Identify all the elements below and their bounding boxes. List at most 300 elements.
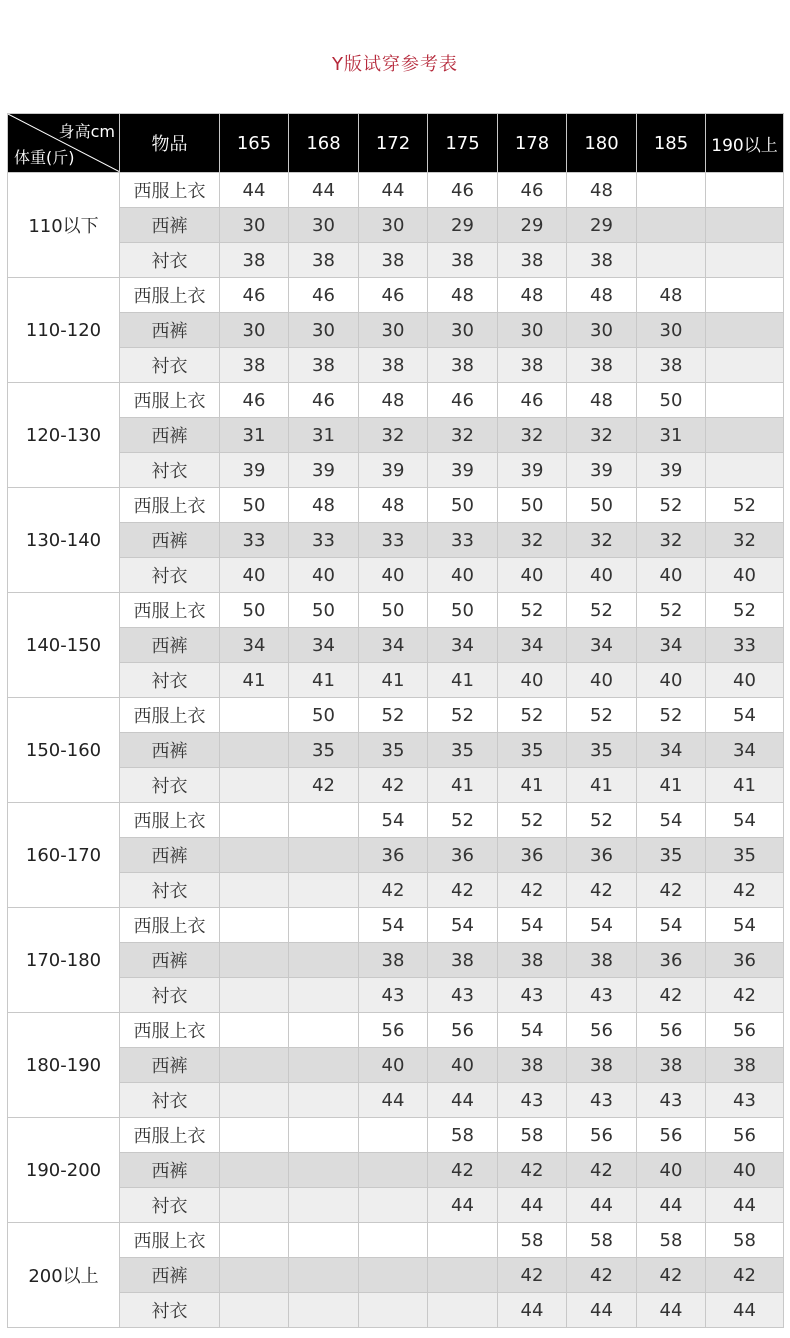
size-value-cell: 41 xyxy=(289,663,359,698)
size-value-cell: 38 xyxy=(220,243,289,278)
size-value-cell: 34 xyxy=(637,733,706,768)
table-row xyxy=(8,1153,784,1188)
size-value-cell: 36 xyxy=(567,838,637,873)
item-cell: 衬衣 xyxy=(120,243,220,278)
size-value-cell xyxy=(706,418,784,453)
table-row xyxy=(8,1083,784,1118)
size-value-cell xyxy=(289,1223,359,1258)
size-value-cell: 48 xyxy=(567,278,637,313)
size-value-cell: 29 xyxy=(428,208,498,243)
size-value-cell xyxy=(706,313,784,348)
size-value-cell: 54 xyxy=(706,698,784,733)
size-value-cell: 44 xyxy=(289,173,359,208)
item-cell: 西裤 xyxy=(120,1153,220,1188)
size-value-cell xyxy=(428,1258,498,1293)
table-row xyxy=(8,698,784,733)
item-cell: 衬衣 xyxy=(120,558,220,593)
size-value-cell xyxy=(220,1048,289,1083)
size-value-cell: 44 xyxy=(220,173,289,208)
size-value-cell xyxy=(637,243,706,278)
size-value-cell: 29 xyxy=(567,208,637,243)
item-cell: 衬衣 xyxy=(120,1293,220,1328)
size-value-cell: 44 xyxy=(637,1293,706,1328)
size-value-cell: 43 xyxy=(567,1083,637,1118)
item-cell: 西服上衣 xyxy=(120,908,220,943)
size-value-cell xyxy=(220,1258,289,1293)
size-value-cell xyxy=(220,978,289,1013)
table-row xyxy=(8,628,784,663)
size-value-cell: 52 xyxy=(567,593,637,628)
item-cell: 西裤 xyxy=(120,838,220,873)
size-value-cell xyxy=(289,1153,359,1188)
size-value-cell xyxy=(220,1153,289,1188)
size-value-cell: 30 xyxy=(289,208,359,243)
size-value-cell xyxy=(289,1258,359,1293)
size-value-cell: 54 xyxy=(359,803,428,838)
size-value-cell: 52 xyxy=(567,803,637,838)
size-value-cell: 50 xyxy=(637,383,706,418)
table-row xyxy=(8,733,784,768)
size-value-cell: 41 xyxy=(428,768,498,803)
item-cell: 衬衣 xyxy=(120,663,220,698)
size-value-cell xyxy=(359,1223,428,1258)
size-value-cell: 52 xyxy=(428,803,498,838)
table-row xyxy=(8,1048,784,1083)
size-value-cell: 52 xyxy=(498,593,567,628)
item-cell: 西服上衣 xyxy=(120,1118,220,1153)
size-value-cell: 43 xyxy=(637,1083,706,1118)
weight-range-cell: 130-140 xyxy=(8,488,120,593)
size-value-cell: 56 xyxy=(706,1118,784,1153)
size-value-cell: 50 xyxy=(359,593,428,628)
size-value-cell: 50 xyxy=(498,488,567,523)
size-value-cell xyxy=(706,243,784,278)
weight-range-cell: 200以上 xyxy=(8,1223,120,1328)
size-value-cell: 54 xyxy=(428,908,498,943)
size-value-cell: 39 xyxy=(220,453,289,488)
size-value-cell: 42 xyxy=(498,1258,567,1293)
size-value-cell: 48 xyxy=(359,383,428,418)
size-value-cell: 40 xyxy=(637,558,706,593)
size-value-cell: 34 xyxy=(428,628,498,663)
size-value-cell: 41 xyxy=(637,768,706,803)
size-value-cell xyxy=(289,908,359,943)
size-value-cell: 46 xyxy=(220,278,289,313)
size-value-cell: 54 xyxy=(637,908,706,943)
size-value-cell: 52 xyxy=(706,593,784,628)
item-cell: 西裤 xyxy=(120,208,220,243)
size-value-cell xyxy=(289,1013,359,1048)
height-header: 190以上 xyxy=(706,114,784,173)
size-value-cell: 34 xyxy=(637,628,706,663)
table-row xyxy=(8,243,784,278)
size-value-cell: 52 xyxy=(359,698,428,733)
item-cell: 衬衣 xyxy=(120,978,220,1013)
size-value-cell xyxy=(359,1293,428,1328)
weight-range-cell: 140-150 xyxy=(8,593,120,698)
size-value-cell xyxy=(289,873,359,908)
size-value-cell xyxy=(220,873,289,908)
size-value-cell: 32 xyxy=(428,418,498,453)
table-row xyxy=(8,593,784,628)
size-value-cell: 50 xyxy=(428,593,498,628)
size-value-cell: 32 xyxy=(498,418,567,453)
size-value-cell: 42 xyxy=(428,873,498,908)
size-value-cell: 46 xyxy=(498,383,567,418)
size-value-cell xyxy=(289,943,359,978)
height-header: 165 xyxy=(220,114,289,173)
item-cell: 西服上衣 xyxy=(120,1013,220,1048)
size-value-cell: 32 xyxy=(706,523,784,558)
item-cell: 西裤 xyxy=(120,733,220,768)
size-value-cell: 35 xyxy=(706,838,784,873)
size-value-cell: 46 xyxy=(289,278,359,313)
size-value-cell: 44 xyxy=(637,1188,706,1223)
size-value-cell: 42 xyxy=(706,978,784,1013)
size-value-cell: 44 xyxy=(567,1188,637,1223)
size-value-cell: 58 xyxy=(637,1223,706,1258)
size-value-cell: 54 xyxy=(706,803,784,838)
size-value-cell: 40 xyxy=(428,1048,498,1083)
size-value-cell: 35 xyxy=(637,838,706,873)
table-row xyxy=(8,523,784,558)
size-value-cell: 40 xyxy=(289,558,359,593)
table-row xyxy=(8,768,784,803)
size-value-cell xyxy=(706,173,784,208)
size-value-cell: 58 xyxy=(498,1118,567,1153)
size-value-cell: 38 xyxy=(637,348,706,383)
size-value-cell: 58 xyxy=(567,1223,637,1258)
size-value-cell: 40 xyxy=(706,663,784,698)
table-row xyxy=(8,558,784,593)
size-value-cell: 34 xyxy=(498,628,567,663)
size-value-cell: 52 xyxy=(428,698,498,733)
size-value-cell: 52 xyxy=(637,698,706,733)
page-title: Y版试穿参考表 xyxy=(332,54,458,75)
size-value-cell: 35 xyxy=(289,733,359,768)
size-value-cell: 42 xyxy=(637,873,706,908)
size-value-cell: 44 xyxy=(706,1293,784,1328)
size-value-cell: 39 xyxy=(637,453,706,488)
size-value-cell: 56 xyxy=(706,1013,784,1048)
table-row xyxy=(8,383,784,418)
table-row xyxy=(8,1258,784,1293)
item-cell: 西裤 xyxy=(120,628,220,663)
size-value-cell: 38 xyxy=(498,1048,567,1083)
size-value-cell: 33 xyxy=(359,523,428,558)
table-row xyxy=(8,838,784,873)
size-value-cell: 50 xyxy=(567,488,637,523)
item-cell: 衬衣 xyxy=(120,1188,220,1223)
size-value-cell: 34 xyxy=(289,628,359,663)
size-value-cell xyxy=(289,1188,359,1223)
size-value-cell: 41 xyxy=(428,663,498,698)
height-header: 172 xyxy=(359,114,428,173)
size-value-cell xyxy=(289,803,359,838)
size-value-cell xyxy=(289,1048,359,1083)
size-value-cell: 43 xyxy=(498,1083,567,1118)
size-value-cell: 30 xyxy=(428,313,498,348)
size-value-cell xyxy=(706,383,784,418)
size-value-cell: 36 xyxy=(706,943,784,978)
size-value-cell xyxy=(637,173,706,208)
size-value-cell: 42 xyxy=(637,1258,706,1293)
size-value-cell: 54 xyxy=(637,803,706,838)
item-cell: 西裤 xyxy=(120,418,220,453)
item-cell: 西服上衣 xyxy=(120,488,220,523)
size-value-cell: 34 xyxy=(359,628,428,663)
size-value-cell: 40 xyxy=(637,663,706,698)
size-value-cell: 42 xyxy=(706,873,784,908)
size-value-cell: 38 xyxy=(567,243,637,278)
size-value-cell: 54 xyxy=(706,908,784,943)
table-row xyxy=(8,943,784,978)
size-value-cell: 44 xyxy=(498,1293,567,1328)
size-value-cell: 44 xyxy=(428,1188,498,1223)
size-value-cell: 50 xyxy=(220,593,289,628)
size-value-cell: 50 xyxy=(289,698,359,733)
size-value-cell: 44 xyxy=(359,173,428,208)
size-value-cell: 40 xyxy=(359,558,428,593)
size-value-cell: 39 xyxy=(359,453,428,488)
size-value-cell: 30 xyxy=(220,208,289,243)
size-value-cell: 38 xyxy=(359,348,428,383)
table-row xyxy=(8,1223,784,1258)
size-value-cell: 54 xyxy=(359,908,428,943)
size-value-cell xyxy=(220,1188,289,1223)
size-value-cell: 42 xyxy=(706,1258,784,1293)
item-cell: 衬衣 xyxy=(120,1083,220,1118)
size-value-cell: 40 xyxy=(498,663,567,698)
size-value-cell: 40 xyxy=(706,1153,784,1188)
size-value-cell xyxy=(220,698,289,733)
size-value-cell: 29 xyxy=(498,208,567,243)
size-value-cell: 52 xyxy=(637,488,706,523)
item-cell: 西裤 xyxy=(120,523,220,558)
size-value-cell: 39 xyxy=(428,453,498,488)
size-value-cell: 41 xyxy=(498,768,567,803)
item-cell: 衬衣 xyxy=(120,348,220,383)
size-value-cell: 46 xyxy=(428,173,498,208)
height-header: 175 xyxy=(428,114,498,173)
size-value-cell: 42 xyxy=(359,768,428,803)
size-value-cell: 38 xyxy=(567,1048,637,1083)
size-value-cell: 32 xyxy=(637,523,706,558)
size-value-cell: 52 xyxy=(498,698,567,733)
size-value-cell: 42 xyxy=(567,1258,637,1293)
size-value-cell xyxy=(220,838,289,873)
item-cell: 西裤 xyxy=(120,1258,220,1293)
size-value-cell: 30 xyxy=(498,313,567,348)
table-row xyxy=(8,208,784,243)
table-row xyxy=(8,488,784,523)
size-value-cell: 30 xyxy=(567,313,637,348)
size-value-cell: 38 xyxy=(428,943,498,978)
size-value-cell: 50 xyxy=(289,593,359,628)
size-value-cell: 43 xyxy=(567,978,637,1013)
size-value-cell xyxy=(220,1118,289,1153)
size-value-cell: 56 xyxy=(359,1013,428,1048)
size-value-cell xyxy=(706,453,784,488)
weight-range-cell: 120-130 xyxy=(8,383,120,488)
size-value-cell: 35 xyxy=(359,733,428,768)
size-value-cell: 58 xyxy=(706,1223,784,1258)
size-value-cell: 48 xyxy=(567,383,637,418)
size-value-cell xyxy=(220,768,289,803)
size-value-cell: 38 xyxy=(567,348,637,383)
size-value-cell: 34 xyxy=(567,628,637,663)
size-value-cell: 44 xyxy=(428,1083,498,1118)
item-cell: 西服上衣 xyxy=(120,1223,220,1258)
size-value-cell: 38 xyxy=(359,943,428,978)
height-header: 180 xyxy=(567,114,637,173)
size-value-cell xyxy=(428,1293,498,1328)
size-value-cell: 46 xyxy=(289,383,359,418)
size-value-cell: 56 xyxy=(567,1013,637,1048)
size-value-cell: 40 xyxy=(428,558,498,593)
size-value-cell xyxy=(220,1013,289,1048)
size-value-cell: 40 xyxy=(637,1153,706,1188)
size-value-cell: 41 xyxy=(567,768,637,803)
size-value-cell: 31 xyxy=(289,418,359,453)
size-value-cell xyxy=(359,1118,428,1153)
size-value-cell: 38 xyxy=(289,348,359,383)
size-value-cell: 38 xyxy=(359,243,428,278)
size-value-cell: 54 xyxy=(498,908,567,943)
size-value-cell: 32 xyxy=(567,418,637,453)
size-value-cell: 33 xyxy=(289,523,359,558)
size-value-cell: 32 xyxy=(359,418,428,453)
size-value-cell xyxy=(220,733,289,768)
size-value-cell: 42 xyxy=(567,873,637,908)
size-value-cell: 40 xyxy=(567,558,637,593)
size-value-cell: 42 xyxy=(498,1153,567,1188)
size-value-cell: 43 xyxy=(498,978,567,1013)
weight-range-cell: 180-190 xyxy=(8,1013,120,1118)
size-value-cell xyxy=(289,1118,359,1153)
size-value-cell: 34 xyxy=(706,733,784,768)
size-value-cell xyxy=(220,1293,289,1328)
table-row xyxy=(8,908,784,943)
size-value-cell: 43 xyxy=(359,978,428,1013)
table-row xyxy=(8,1293,784,1328)
size-value-cell xyxy=(220,803,289,838)
size-value-cell xyxy=(289,978,359,1013)
table-row xyxy=(8,418,784,453)
size-value-cell: 38 xyxy=(567,943,637,978)
size-value-cell: 40 xyxy=(567,663,637,698)
size-value-cell: 38 xyxy=(498,243,567,278)
table-row xyxy=(8,173,784,208)
size-value-cell: 38 xyxy=(289,243,359,278)
size-value-cell: 38 xyxy=(706,1048,784,1083)
size-value-cell xyxy=(428,1223,498,1258)
size-reference-table xyxy=(7,113,784,1328)
corner-header xyxy=(8,114,120,173)
size-value-cell: 48 xyxy=(428,278,498,313)
size-value-cell: 38 xyxy=(220,348,289,383)
weight-axis-label: 体重(斤) xyxy=(14,148,75,167)
size-value-cell: 46 xyxy=(220,383,289,418)
size-value-cell: 40 xyxy=(359,1048,428,1083)
table-row xyxy=(8,978,784,1013)
size-value-cell: 31 xyxy=(637,418,706,453)
size-value-cell: 32 xyxy=(498,523,567,558)
size-value-cell xyxy=(220,908,289,943)
size-value-cell: 44 xyxy=(498,1188,567,1223)
table-row xyxy=(8,803,784,838)
size-value-cell: 44 xyxy=(706,1188,784,1223)
size-value-cell: 43 xyxy=(428,978,498,1013)
table-row xyxy=(8,348,784,383)
size-value-cell: 50 xyxy=(428,488,498,523)
size-value-cell xyxy=(220,943,289,978)
size-value-cell: 36 xyxy=(428,838,498,873)
size-value-cell: 46 xyxy=(359,278,428,313)
size-value-cell: 48 xyxy=(289,488,359,523)
size-value-cell xyxy=(706,278,784,313)
size-value-cell: 36 xyxy=(637,943,706,978)
size-value-cell: 30 xyxy=(359,313,428,348)
table-row xyxy=(8,663,784,698)
size-value-cell: 52 xyxy=(498,803,567,838)
size-value-cell: 35 xyxy=(428,733,498,768)
size-value-cell xyxy=(220,1083,289,1118)
size-value-cell: 56 xyxy=(567,1118,637,1153)
size-value-cell xyxy=(289,1293,359,1328)
size-value-cell xyxy=(289,1083,359,1118)
size-value-cell: 42 xyxy=(567,1153,637,1188)
size-value-cell: 33 xyxy=(220,523,289,558)
size-value-cell: 38 xyxy=(498,348,567,383)
size-value-cell xyxy=(706,208,784,243)
size-value-cell: 30 xyxy=(637,313,706,348)
size-value-cell: 30 xyxy=(289,313,359,348)
size-value-cell: 35 xyxy=(567,733,637,768)
size-value-cell: 42 xyxy=(359,873,428,908)
size-value-cell: 31 xyxy=(220,418,289,453)
size-value-cell xyxy=(220,1223,289,1258)
item-cell: 西服上衣 xyxy=(120,278,220,313)
size-value-cell: 38 xyxy=(637,1048,706,1083)
table-row xyxy=(8,278,784,313)
size-value-cell: 33 xyxy=(428,523,498,558)
size-value-cell: 44 xyxy=(359,1083,428,1118)
item-cell: 衬衣 xyxy=(120,453,220,488)
height-axis-label: 身高cm xyxy=(58,122,115,141)
size-value-cell: 52 xyxy=(706,488,784,523)
size-value-cell: 48 xyxy=(498,278,567,313)
weight-range-cell: 110以下 xyxy=(8,173,120,278)
size-value-cell: 38 xyxy=(428,348,498,383)
height-header: 178 xyxy=(498,114,567,173)
size-value-cell: 39 xyxy=(289,453,359,488)
size-value-cell: 56 xyxy=(637,1118,706,1153)
size-value-cell xyxy=(359,1188,428,1223)
size-value-cell: 58 xyxy=(428,1118,498,1153)
table-row xyxy=(8,453,784,488)
size-value-cell: 42 xyxy=(289,768,359,803)
size-value-cell: 38 xyxy=(428,243,498,278)
size-value-cell: 41 xyxy=(706,768,784,803)
weight-range-cell: 160-170 xyxy=(8,803,120,908)
table-row xyxy=(8,873,784,908)
size-value-cell: 40 xyxy=(220,558,289,593)
size-value-cell xyxy=(359,1153,428,1188)
item-cell: 西服上衣 xyxy=(120,698,220,733)
size-value-cell: 38 xyxy=(498,943,567,978)
weight-range-cell: 190-200 xyxy=(8,1118,120,1223)
